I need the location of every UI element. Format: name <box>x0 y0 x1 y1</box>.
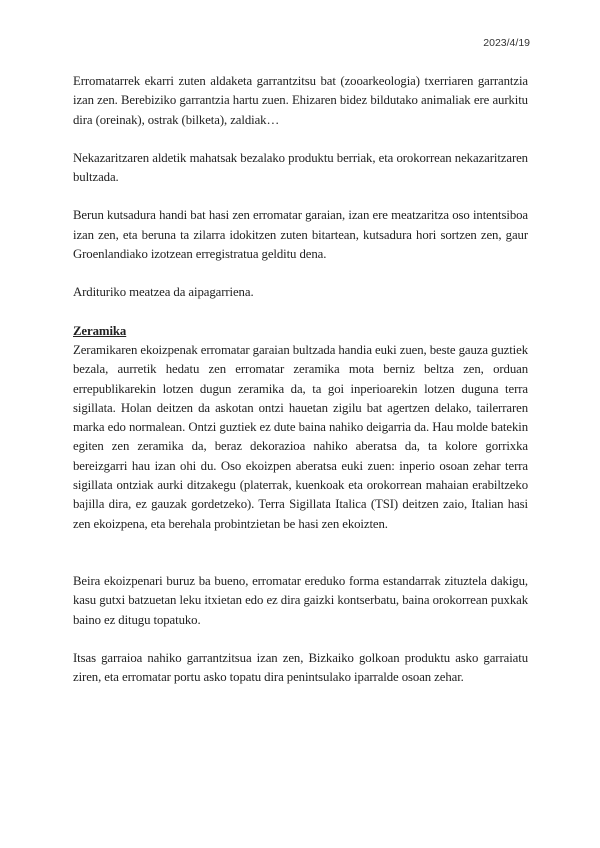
paragraph-spacer <box>73 303 528 322</box>
paragraph-maritime-transport: Itsas garraioa nahiko garrantzitsua izan zen, Bizkaiko golkoan produktu asko garraiatu ziren, eta erromatar portu asko topatu dira penintsulako iparralde osoan zehar. <box>73 650 528 685</box>
paragraph-spacer <box>73 630 528 649</box>
paragraph-agriculture: Nekazaritzaren aldetik mahatsak bezalako produktu berriak, eta orokorrean nekazaritzaren bultzada. <box>73 150 528 185</box>
paragraph-spacer <box>73 130 528 149</box>
paragraph-spacer <box>73 264 528 283</box>
section-heading-ceramics: Zeramika <box>73 323 127 338</box>
paragraph-mine: Ardituriko meatzea da aipagarriena. <box>73 285 254 300</box>
document-body <box>73 72 528 687</box>
paragraph-zooarchaeology: Erromatarrek ekarri zuten aldaketa garrantzitsu bat (zooarkeologia) txerriaren garrantzia izan zen. Berebiziko garrantzia hartu zuen. Ehizaren bidez bildutako animaliak ere aurkitu dira (oreinak), ostrak (bilketa), zaldiak… <box>73 74 528 127</box>
paragraph-lead-pollution: Berun kutsadura handi bat hasi zen erromatar garaian, izan ere meatzaritza oso intentsiboa izan zen, eta beruna ta zilarra idokitzen zuten bitartean, kutsadura hori sortzen zen, gaur Groenlandiako izotzean erregistratua gelditu dena. <box>73 208 528 262</box>
paragraph-ceramics: Zeramikaren ekoizpenak erromatar garaian bultzada handia euki zuen, beste gauza guztiek bezala, aurretik hedatu zen erromatar zeramika mota berniz beltza zen, orduan errepublikarekin lotzen dugun zeramika da, ta goi inperioarekin lotzen duguna terra sigillata. Holan deitzen da askotan ontzi hauetan zigilu bat agertzen delako, tailerraren marka edo normalean. Ontzi guztiek ez dute baina nahiko deigarria da. Hau molde batekin egiten zen zeramika da, beraz dekorazioa nahiko aberatsa da, ta kolore gorrixka bereizgarri hau izan ohi du. Oso ekoizpen aberatsa euki zuen: inperio osoan zehar terra sigillata ontziak aurki ditzakegu (platerrak, kuenkoak eta orokorrean mahaian erabiltzeko bajilla dira, ez gauzak gordetzeko). Terra Sigillata Italica (TSI) deitzen zaio, Italian hasi zen ekoizpena, eta berehala probintzietan be hasi zen ekoizten. <box>73 342 528 531</box>
paragraph-glass: Beira ekoizpenari buruz ba bueno, erromatar ereduko forma estandarrak zituztela dakigu, kasu gutxi batzuetan leku itxietan edo ez dira gaizki kontserbatu, baina orokorrean puxkak baino ez ditugu topatuko. <box>73 573 528 627</box>
paragraph-spacer <box>73 187 528 206</box>
paragraph-spacer <box>73 534 528 572</box>
page-date: 2023/4/19 <box>483 37 530 49</box>
